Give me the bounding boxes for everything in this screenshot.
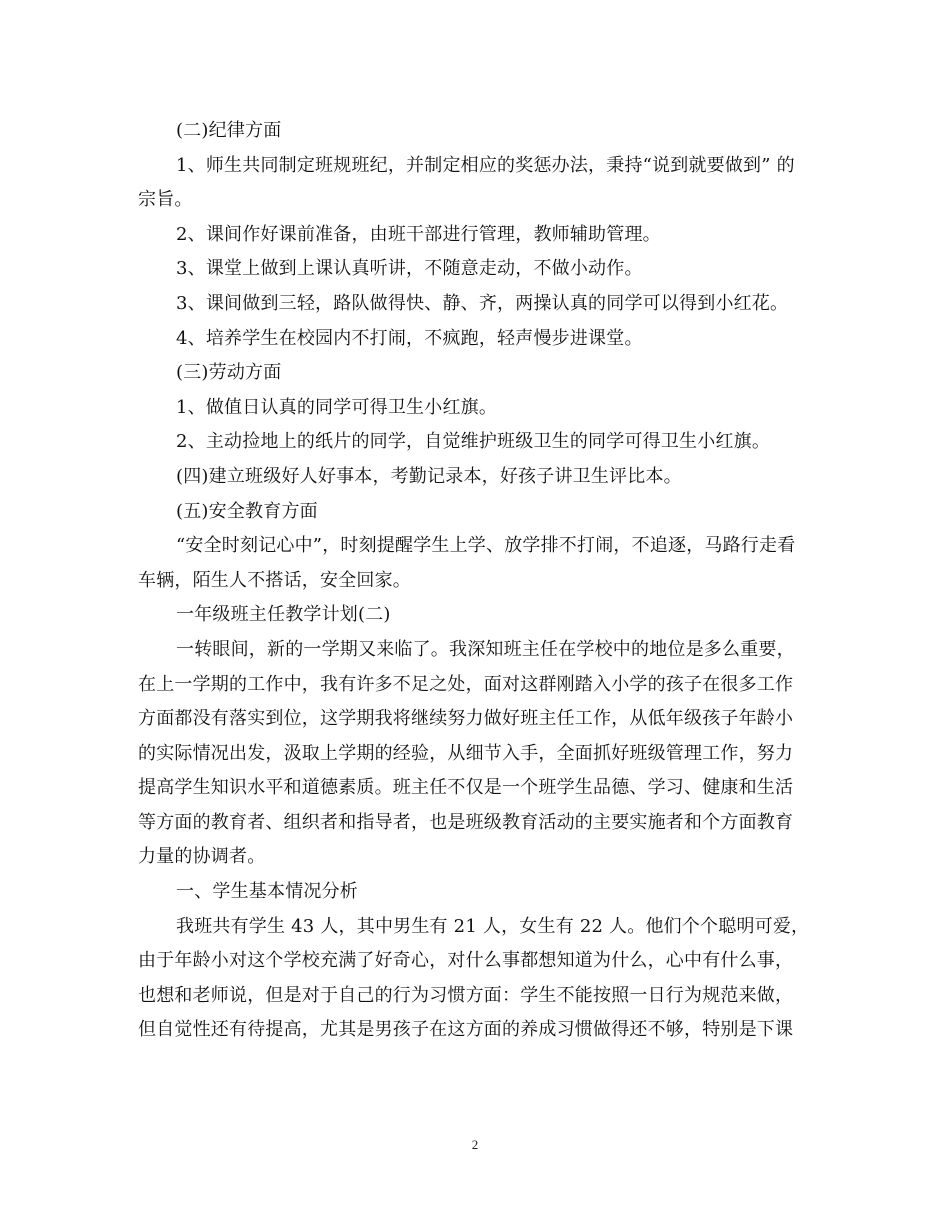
text-line: 的实际情况出发，汲取上学期的经验，从细节入手，全面抓好班级管理工作，努力 <box>138 742 794 764</box>
text-line: 在上一学期的工作中，我有许多不足之处，面对这群刚踏入小学的孩子在很多工作 <box>138 673 794 695</box>
text-line: (五)安全教育方面 <box>176 500 318 522</box>
text-line: 一、学生基本情况分析 <box>176 881 358 903</box>
text-line: 1、师生共同制定班规班纪，并制定相应的奖惩办法，秉持“说到就要做到” 的 <box>176 154 795 176</box>
page-number: 2 <box>471 1137 479 1152</box>
text-line: (四)建立班级好人好事本，考勤记录本，好孩子讲卫生评比本。 <box>176 465 682 487</box>
text-line: 3、课间做到三轻，路队做得快、静、齐，两操认真的同学可以得到小红花。 <box>176 292 789 314</box>
text-line: 宗旨。 <box>138 189 193 211</box>
text-line: 车辆，陌生人不搭话，安全回家。 <box>138 569 411 591</box>
text-line: 1、做值日认真的同学可得卫生小红旗。 <box>176 396 498 418</box>
text-line: (二)纪律方面 <box>176 120 282 141</box>
text-line: 但自觉性还有待提高，尤其是男孩子在这方面的养成习惯做得还不够，特别是下课 <box>138 1019 794 1041</box>
text-line: 方面都没有落实到位，这学期我将继续努力做好班主任工作，从低年级孩子年龄小 <box>138 708 794 730</box>
document-body <box>138 114 818 1048</box>
text-line: 提高学生知识水平和道德素质。班主任不仅是一个班学生品德、学习、健康和生活 <box>138 777 794 799</box>
text-line: (三)劳动方面 <box>176 362 282 384</box>
text-line: 2、主动捡地上的纸片的同学，自觉维护班级卫生的同学可得卫生小红旗。 <box>176 431 771 453</box>
text-line: 我班共有学生 43 人，其中男生有 21 人，女生有 22 人。他们个个聪明可爱， <box>176 915 810 937</box>
text-line: 等方面的教育者、组织者和指导者，也是班级教育活动的主要实施者和个方面教育 <box>138 811 794 833</box>
text-line: 一年级班主任教学计划(二) <box>176 604 391 626</box>
text-line: 4、培养学生在校园内不打闹，不疯跑，轻声慢步进课堂。 <box>176 327 643 349</box>
text-line: “安全时刻记心中”，时刻提醒学生上学、放学排不打闹，不追逐，马路行走看 <box>176 535 796 557</box>
text-line: 也想和老师说，但是对于自己的行为习惯方面：学生不能按照一日行为规范来做， <box>138 984 794 1006</box>
text-line: 2、课间作好课前准备，由班干部进行管理，教师辅助管理。 <box>176 223 661 245</box>
text-line: 一转眼间，新的一学期又来临了。我深知班主任在学校中的地位是多么重要， <box>176 638 795 660</box>
text-line: 由于年龄小对这个学校充满了好奇心，对什么事都想知道为什么，心中有什么事， <box>138 950 794 972</box>
text-line: 力量的协调者。 <box>138 846 266 868</box>
text-line: 3、课堂上做到上课认真听讲，不随意走动，不做小动作。 <box>176 258 643 280</box>
